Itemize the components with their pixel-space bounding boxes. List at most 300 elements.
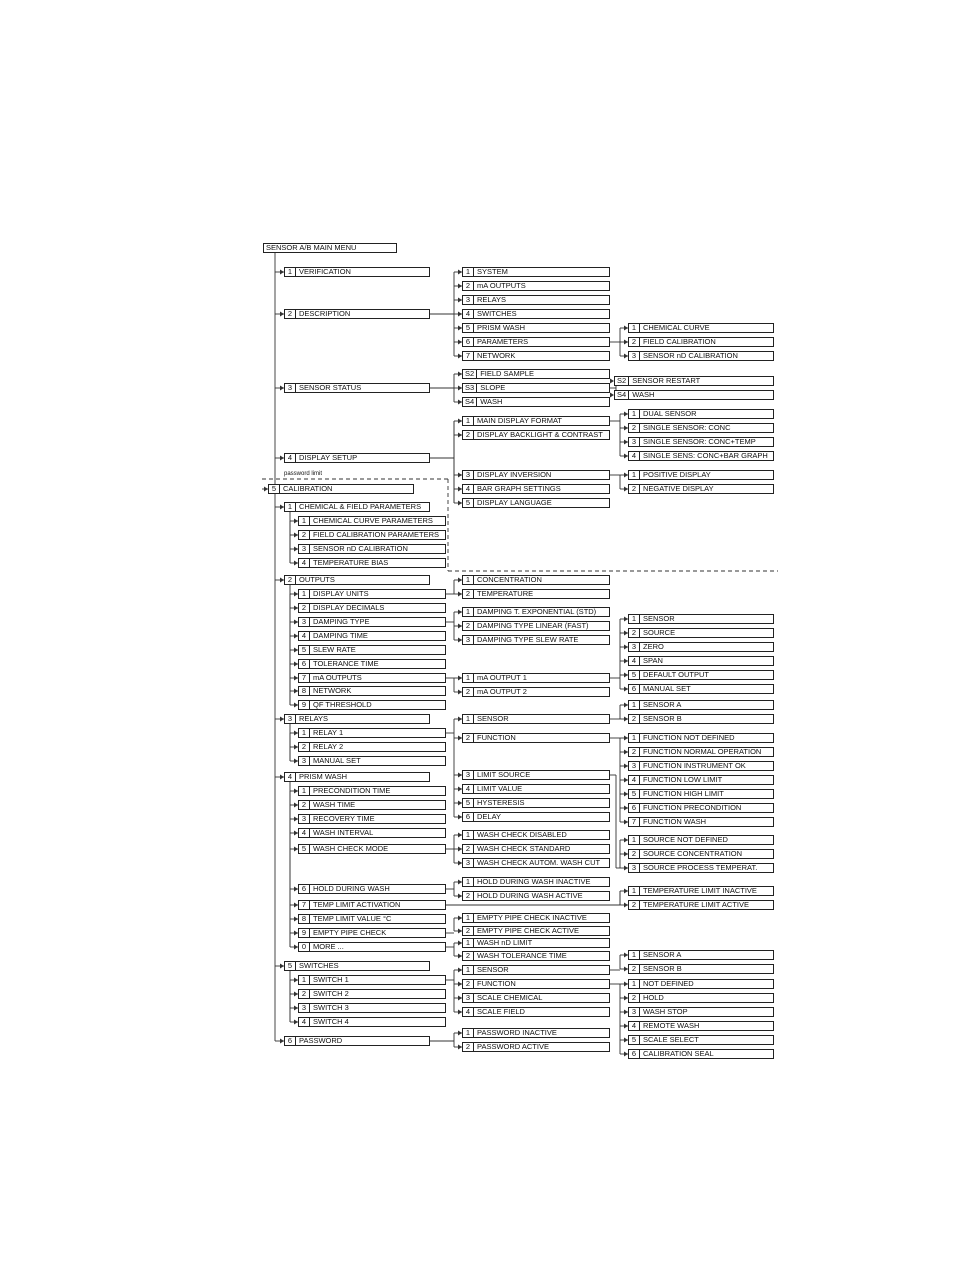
item-label: REMOTE WASH xyxy=(643,1022,700,1030)
item-number: 2 xyxy=(299,743,310,751)
item-number: 2 xyxy=(463,952,474,960)
item-label: DISPLAY UNITS xyxy=(313,590,369,598)
item-number: 1 xyxy=(463,1029,474,1037)
item-number: 3 xyxy=(463,636,474,644)
item-label: WASH STOP xyxy=(643,1008,688,1016)
item-number: 3 xyxy=(299,545,310,553)
item-label: PRECONDITION TIME xyxy=(313,787,391,795)
item-label: CALIBRATION SEAL xyxy=(643,1050,714,1058)
item-number: 2 xyxy=(629,994,640,1002)
item-number: 1 xyxy=(463,715,474,723)
item-label: TEMP LIMIT ACTIVATION xyxy=(313,901,401,909)
damping-type-item xyxy=(462,635,610,645)
item-label: SENSOR B xyxy=(643,965,682,973)
prism-wash-item xyxy=(298,884,446,894)
relay-function-item xyxy=(628,747,774,757)
switch-function-item xyxy=(628,993,774,1003)
item-number: 1 xyxy=(629,951,640,959)
item-label: DAMPING TYPE SLEW RATE xyxy=(477,636,579,644)
item-label: DISPLAY INVERSION xyxy=(477,471,552,479)
parameters-item xyxy=(628,351,774,361)
switch-sensor-item xyxy=(628,964,774,974)
ma-output-item xyxy=(462,687,610,697)
item-number: 5 xyxy=(463,324,474,332)
menu-description xyxy=(284,309,430,319)
item-number: S4 xyxy=(615,391,629,399)
item-label: SWITCH 3 xyxy=(313,1004,349,1012)
outputs-item xyxy=(298,617,446,627)
more-item xyxy=(462,951,610,961)
item-number: 1 xyxy=(463,608,474,616)
item-number: 3 xyxy=(629,864,640,872)
item-label: SWITCH 2 xyxy=(313,990,349,998)
item-number: 3 xyxy=(463,771,474,779)
item-number: 4 xyxy=(629,657,640,665)
description-item xyxy=(462,351,610,361)
switch-setting xyxy=(462,1007,610,1017)
switch-sensor-item xyxy=(628,950,774,960)
item-label: CHEMICAL CURVE xyxy=(643,324,710,332)
password-item xyxy=(462,1028,610,1038)
item-label: OUTPUTS xyxy=(299,576,335,584)
description-item xyxy=(462,295,610,305)
item-label: PASSWORD xyxy=(299,1037,343,1045)
chem-field-item xyxy=(298,516,446,526)
relay-sensor-item xyxy=(628,714,774,724)
item-number: 3 xyxy=(629,643,640,651)
item-number: 1 xyxy=(463,674,474,682)
item-number: 2 xyxy=(463,431,474,439)
item-number: 4 xyxy=(299,632,310,640)
sensor-status-item xyxy=(462,383,610,393)
item-number: 1 xyxy=(299,517,310,525)
item-number: 4 xyxy=(629,776,640,784)
item-number: 3 xyxy=(629,352,640,360)
item-label: FUNCTION LOW LIMIT xyxy=(643,776,723,784)
item-number: 2 xyxy=(285,310,296,318)
item-number: 1 xyxy=(629,887,640,895)
relay-sensor-item xyxy=(628,700,774,710)
item-label: FUNCTION NOT DEFINED xyxy=(643,734,735,742)
item-label: LIMIT VALUE xyxy=(477,785,523,793)
item-label: SOURCE NOT DEFINED xyxy=(643,836,728,844)
item-label: RECOVERY TIME xyxy=(313,815,375,823)
item-label: CHEMICAL & FIELD PARAMETERS xyxy=(299,503,422,511)
chem-field-item xyxy=(298,530,446,540)
temp-limit-item xyxy=(628,886,774,896)
more-item xyxy=(462,938,610,948)
ma-output-setting xyxy=(628,628,774,638)
item-label: SWITCH 4 xyxy=(313,1018,349,1026)
item-number: 5 xyxy=(629,790,640,798)
wash-check-item xyxy=(462,844,610,854)
item-number: 2 xyxy=(463,590,474,598)
item-label: FIELD CALIBRATION xyxy=(643,338,716,346)
item-number: 5 xyxy=(629,671,640,679)
hold-wash-item xyxy=(462,877,610,887)
item-label: EMPTY PIPE CHECK ACTIVE xyxy=(477,927,579,935)
calibration-prism-wash xyxy=(284,772,430,782)
item-label: TEMPERATURE LIMIT ACTIVE xyxy=(643,901,749,909)
item-label: SLEW RATE xyxy=(313,646,356,654)
item-label: DESCRIPTION xyxy=(299,310,351,318)
item-number: 3 xyxy=(285,384,296,392)
relays-item xyxy=(298,756,446,766)
display-inversion-item xyxy=(628,484,774,494)
item-label: SOURCE CONCENTRATION xyxy=(643,850,743,858)
item-number: 1 xyxy=(463,939,474,947)
relay-source-item xyxy=(628,835,774,845)
item-label: SCALE CHEMICAL xyxy=(477,994,543,1002)
item-number: 2 xyxy=(463,688,474,696)
item-label: SENSOR xyxy=(477,715,509,723)
item-number: 1 xyxy=(629,410,640,418)
display-setup-item xyxy=(462,498,610,508)
item-label: DEFAULT OUTPUT xyxy=(643,671,709,679)
menu-display-setup xyxy=(284,453,430,463)
prism-wash-item xyxy=(298,914,446,924)
item-label: PRISM WASH xyxy=(477,324,526,332)
item-number: 3 xyxy=(299,815,310,823)
relay-function-item xyxy=(628,789,774,799)
item-number: 2 xyxy=(463,927,474,935)
item-number: 1 xyxy=(629,734,640,742)
item-number: 1 xyxy=(463,831,474,839)
item-label: DISPLAY SETUP xyxy=(299,454,358,462)
item-label: SENSOR A xyxy=(643,701,682,709)
display-units-item xyxy=(462,575,610,585)
menu-calibration xyxy=(268,484,414,494)
description-item xyxy=(462,323,610,333)
item-label: SENSOR STATUS xyxy=(299,384,362,392)
display-setup-item xyxy=(462,430,610,440)
description-item xyxy=(462,281,610,291)
item-number: 1 xyxy=(463,417,474,425)
item-number: 3 xyxy=(629,438,640,446)
display-setup-item xyxy=(462,416,610,426)
prism-wash-item xyxy=(298,942,446,952)
item-number: 6 xyxy=(463,813,474,821)
item-number: 1 xyxy=(299,976,310,984)
item-label: DELAY xyxy=(477,813,502,821)
item-label: CALIBRATION xyxy=(283,485,333,493)
item-label: CONCENTRATION xyxy=(477,576,542,584)
temp-limit-item xyxy=(628,900,774,910)
password-item xyxy=(462,1042,610,1052)
relay-setting xyxy=(462,714,610,724)
item-label: FUNCTION xyxy=(477,980,516,988)
item-number: 1 xyxy=(463,576,474,584)
item-label: NETWORK xyxy=(313,687,352,695)
item-label: EMPTY PIPE CHECK INACTIVE xyxy=(477,914,587,922)
item-number: 2 xyxy=(463,980,474,988)
item-number: 3 xyxy=(629,1008,640,1016)
item-number: 2 xyxy=(629,850,640,858)
item-label: SENSOR nD CALIBRATION xyxy=(313,545,408,553)
prism-wash-item xyxy=(298,844,446,854)
chem-field-item xyxy=(298,544,446,554)
item-number: 1 xyxy=(285,268,296,276)
item-label: FIELD CALIBRATION PARAMETERS xyxy=(313,531,439,539)
item-number: 1 xyxy=(629,701,640,709)
item-label: DISPLAY BACKLIGHT & CONTRAST xyxy=(477,431,603,439)
item-label: SWITCH 1 xyxy=(313,976,349,984)
item-number: 9 xyxy=(299,701,310,709)
switches-item xyxy=(298,1003,446,1013)
item-number: 4 xyxy=(285,773,296,781)
item-number: 2 xyxy=(463,282,474,290)
item-label: mA OUTPUT 2 xyxy=(477,688,527,696)
item-label: DAMPING TYPE LINEAR (FAST) xyxy=(477,622,589,630)
item-number: 5 xyxy=(299,646,310,654)
item-number: 6 xyxy=(299,660,310,668)
item-label: FUNCTION PRECONDITION xyxy=(643,804,742,812)
item-label: TEMPERATURE xyxy=(477,590,534,598)
chem-field-item xyxy=(298,558,446,568)
item-number: 1 xyxy=(285,503,296,511)
item-number: 3 xyxy=(629,762,640,770)
item-label: TEMPERATURE LIMIT INACTIVE xyxy=(643,887,757,895)
item-label: TEMPERATURE BIAS xyxy=(313,559,389,567)
item-label: NETWORK xyxy=(477,352,516,360)
item-label: RELAYS xyxy=(477,296,507,304)
item-label: mA OUTPUTS xyxy=(313,674,362,682)
relay-source-item xyxy=(628,863,774,873)
slope-item xyxy=(614,390,774,400)
item-number: 8 xyxy=(299,915,310,923)
item-label: RELAY 2 xyxy=(313,743,344,751)
switch-setting xyxy=(462,993,610,1003)
relay-setting xyxy=(462,733,610,743)
item-label: SENSOR A/B MAIN MENU xyxy=(266,244,357,252)
item-number: 6 xyxy=(629,685,640,693)
relay-source-item xyxy=(628,849,774,859)
item-label: RELAY 1 xyxy=(313,729,344,737)
item-label: HOLD DURING WASH ACTIVE xyxy=(477,892,583,900)
item-number: 0 xyxy=(299,943,310,951)
item-number: 8 xyxy=(299,687,310,695)
display-format-item xyxy=(628,423,774,433)
ma-output-setting xyxy=(628,670,774,680)
item-label: SWITCHES xyxy=(477,310,517,318)
ma-output-setting xyxy=(628,684,774,694)
calibration-outputs xyxy=(284,575,430,585)
item-label: PASSWORD ACTIVE xyxy=(477,1043,549,1051)
item-label: EMPTY PIPE CHECK xyxy=(313,929,387,937)
item-label: TOLERANCE TIME xyxy=(313,660,379,668)
switches-item xyxy=(298,975,446,985)
item-label: POSITIVE DISPLAY xyxy=(643,471,711,479)
item-number: 5 xyxy=(463,499,474,507)
outputs-item xyxy=(298,686,446,696)
display-format-item xyxy=(628,451,774,461)
item-label: mA OUTPUTS xyxy=(477,282,526,290)
parameters-item xyxy=(628,337,774,347)
item-number: 4 xyxy=(463,310,474,318)
item-number: 1 xyxy=(463,268,474,276)
item-number: 4 xyxy=(463,1008,474,1016)
item-number: 4 xyxy=(299,559,310,567)
relays-item xyxy=(298,728,446,738)
item-number: 3 xyxy=(299,618,310,626)
item-label: WASH CHECK DISABLED xyxy=(477,831,567,839)
switch-function-item xyxy=(628,979,774,989)
item-number: 2 xyxy=(629,485,640,493)
item-number: 6 xyxy=(299,885,310,893)
item-label: NOT DEFINED xyxy=(643,980,694,988)
item-label: FUNCTION HIGH LIMIT xyxy=(643,790,724,798)
item-number: 7 xyxy=(299,901,310,909)
item-label: DAMPING TIME xyxy=(313,632,368,640)
item-label: SENSOR B xyxy=(643,715,682,723)
item-number: 4 xyxy=(285,454,296,462)
item-label: SINGLE SENS: CONC+BAR GRAPH xyxy=(643,452,768,460)
item-label: DAMPING TYPE xyxy=(313,618,370,626)
item-number: 1 xyxy=(299,729,310,737)
description-item xyxy=(462,309,610,319)
switch-setting xyxy=(462,965,610,975)
item-label: MAIN DISPLAY FORMAT xyxy=(477,417,563,425)
item-number: 3 xyxy=(463,859,474,867)
item-label: CHEMICAL CURVE PARAMETERS xyxy=(313,517,433,525)
slope-item xyxy=(614,376,774,386)
item-number: 5 xyxy=(285,962,296,970)
item-label: SINGLE SENSOR: CONC xyxy=(643,424,731,432)
sensor-status-item xyxy=(462,397,610,407)
item-number: 5 xyxy=(299,845,310,853)
relay-setting xyxy=(462,784,610,794)
item-number: 2 xyxy=(463,892,474,900)
switch-function-item xyxy=(628,1021,774,1031)
item-label: SENSOR RESTART xyxy=(632,377,701,385)
item-number: 7 xyxy=(629,818,640,826)
item-label: DAMPING T. EXPONENTIAL (STD) xyxy=(477,608,597,616)
item-label: FUNCTION xyxy=(477,734,516,742)
ma-output-setting xyxy=(628,642,774,652)
relay-setting xyxy=(462,770,610,780)
password-limit-note: password limit xyxy=(284,471,323,477)
damping-type-item xyxy=(462,607,610,617)
item-number: S2 xyxy=(463,370,477,378)
item-number: 1 xyxy=(629,471,640,479)
item-number: 3 xyxy=(463,471,474,479)
prism-wash-item xyxy=(298,800,446,810)
item-label: WASH INTERVAL xyxy=(313,829,374,837)
item-label: MANUAL SET xyxy=(643,685,691,693)
relay-function-item xyxy=(628,817,774,827)
item-number: 4 xyxy=(463,785,474,793)
item-number: 1 xyxy=(299,590,310,598)
relay-setting xyxy=(462,812,610,822)
item-label: WASH CHECK MODE xyxy=(313,845,389,853)
outputs-item xyxy=(298,673,446,683)
item-label: SPAN xyxy=(643,657,663,665)
wash-check-item xyxy=(462,830,610,840)
menu-sensor-status xyxy=(284,383,430,393)
item-label: SINGLE SENSOR: CONC+TEMP xyxy=(643,438,756,446)
calibration-switches xyxy=(284,961,430,971)
display-units-item xyxy=(462,589,610,599)
calibration-password xyxy=(284,1036,430,1046)
item-number: 1 xyxy=(629,324,640,332)
outputs-item xyxy=(298,645,446,655)
outputs-item xyxy=(298,700,446,710)
switch-function-item xyxy=(628,1007,774,1017)
item-number: 7 xyxy=(463,352,474,360)
item-number: S3 xyxy=(463,384,477,392)
item-number: 2 xyxy=(629,338,640,346)
item-label: HOLD xyxy=(643,994,664,1002)
item-label: FIELD SAMPLE xyxy=(480,370,534,378)
item-label: MANUAL SET xyxy=(313,757,361,765)
item-number: 4 xyxy=(299,829,310,837)
outputs-item xyxy=(298,589,446,599)
switch-function-item xyxy=(628,1049,774,1059)
item-number: 2 xyxy=(629,715,640,723)
display-setup-item xyxy=(462,470,610,480)
item-label: FUNCTION INSTRUMENT OK xyxy=(643,762,746,770)
item-label: SENSOR xyxy=(477,966,509,974)
item-number: 2 xyxy=(629,424,640,432)
item-number: 2 xyxy=(629,629,640,637)
damping-type-item xyxy=(462,621,610,631)
item-label: QF THRESHOLD xyxy=(313,701,372,709)
hold-wash-item xyxy=(462,891,610,901)
item-number: 5 xyxy=(463,799,474,807)
empty-pipe-item xyxy=(462,913,610,923)
item-label: WASH CHECK AUTOM. WASH CUT xyxy=(477,859,601,867)
item-number: 2 xyxy=(299,531,310,539)
item-number: 4 xyxy=(299,1018,310,1026)
item-number: 4 xyxy=(629,1022,640,1030)
item-number: S2 xyxy=(615,377,629,385)
item-label: LIMIT SOURCE xyxy=(477,771,531,779)
wash-check-item xyxy=(462,858,610,868)
item-number: 2 xyxy=(463,622,474,630)
empty-pipe-item xyxy=(462,926,610,936)
item-label: HYSTERESIS xyxy=(477,799,525,807)
item-number: 5 xyxy=(629,1036,640,1044)
switches-item xyxy=(298,989,446,999)
relay-function-item xyxy=(628,761,774,771)
item-number: 5 xyxy=(269,485,280,493)
item-label: SCALE FIELD xyxy=(477,1008,525,1016)
display-format-item xyxy=(628,409,774,419)
item-number: 2 xyxy=(299,801,310,809)
item-label: mA OUTPUT 1 xyxy=(477,674,527,682)
main-menu-title xyxy=(263,243,397,253)
relay-function-item xyxy=(628,733,774,743)
item-label: DISPLAY DECIMALS xyxy=(313,604,385,612)
item-number: 3 xyxy=(299,1004,310,1012)
description-item xyxy=(462,337,610,347)
item-number: 1 xyxy=(629,836,640,844)
item-label: SOURCE xyxy=(643,629,676,637)
ma-output-setting xyxy=(628,656,774,666)
item-label: HOLD DURING WASH INACTIVE xyxy=(477,878,591,886)
parameters-item xyxy=(628,323,774,333)
item-label: DUAL SENSOR xyxy=(643,410,697,418)
item-label: SCALE SELECT xyxy=(643,1036,699,1044)
item-number: 9 xyxy=(299,929,310,937)
prism-wash-item xyxy=(298,828,446,838)
prism-wash-item xyxy=(298,786,446,796)
item-label: PARAMETERS xyxy=(477,338,529,346)
item-label: MORE ... xyxy=(313,943,344,951)
outputs-item xyxy=(298,603,446,613)
item-number: 4 xyxy=(629,452,640,460)
item-label: RELAYS xyxy=(299,715,329,723)
